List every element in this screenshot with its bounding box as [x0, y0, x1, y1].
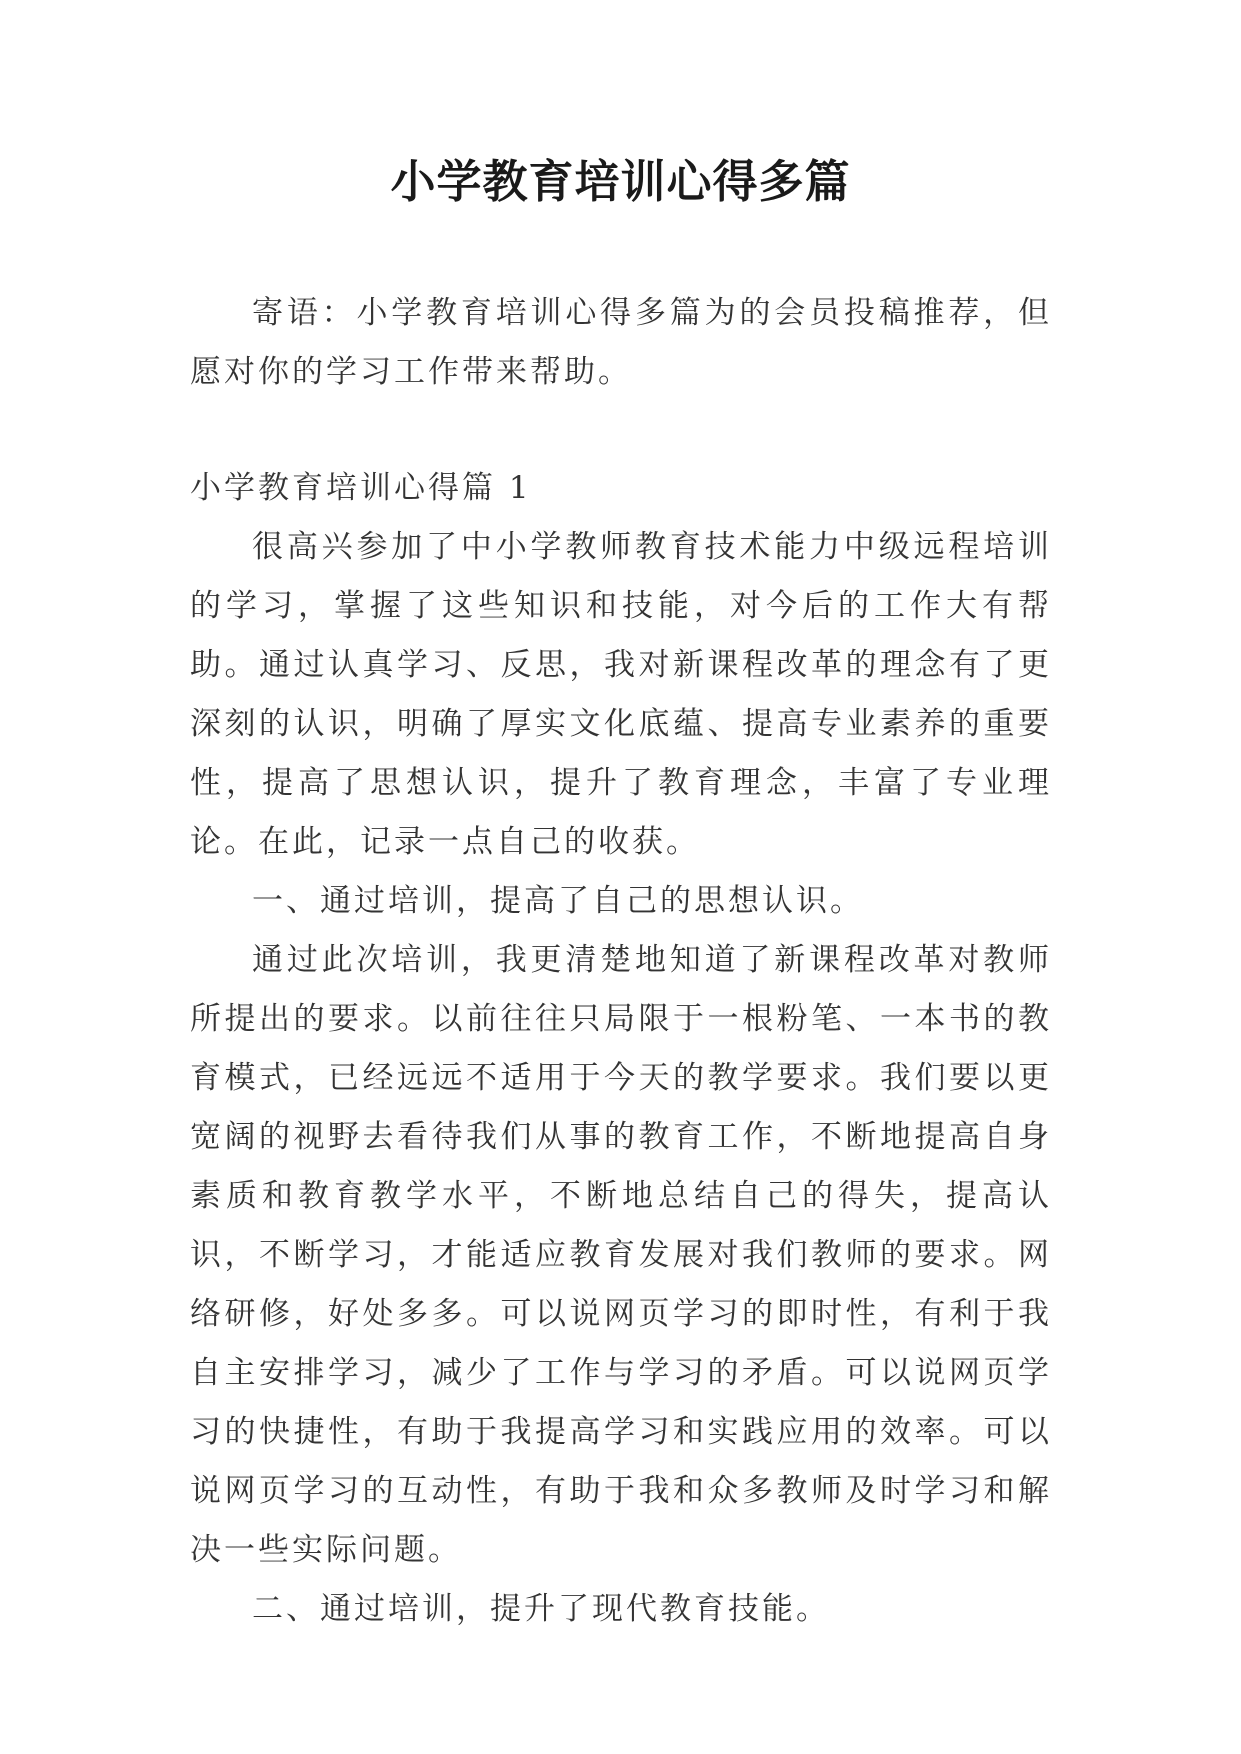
- body-paragraph-training: 通过此次培训，我更清楚地知道了新课程改革对教师所提出的要求。以前往往只局限于一根粉笔、一本书的教育模式，已经远远不适用于今天的教学要求。我们要以更宽阔的视野去看待我们从事的教育工作，不断地提高自身素质和教育教学水平，不断地总结自己的得失，提高认识，不断学习，才能适应教育发展对我们教师的要求。网络研修，好处多多。可以说网页学习的即时性，有利于我自主安排学习，减少了工作与学习的矛盾。可以说网页学习的快捷性，有助于我提高学习和实践应用的效率。可以说网页学习的互动性，有助于我和众多教师及时学习和解决一些实际问题。: [190, 942, 1052, 1568]
- document-title: 小学教育培训心得多篇: [390, 155, 851, 208]
- subheading-two: 二、通过培训，提升了现代教育技能。: [252, 1591, 830, 1627]
- section-title: 小学教育培训心得篇 1: [190, 470, 532, 506]
- preface-paragraph: 寄语：小学教育培训心得多篇为的会员投稿推荐，但愿对你的学习工作带来帮助。: [190, 295, 1052, 390]
- section-content: [190, 459, 1052, 1639]
- preface-block: [190, 284, 1052, 402]
- body-paragraph-intro: 很高兴参加了中小学教师教育技术能力中级远程培训的学习，掌握了这些知识和技能，对今后的工作大有帮助。通过认真学习、反思，我对新课程改革的理念有了更深刻的认识，明确了厚实文化底蕴、提高专业素养的重要性，提高了思想认识，提升了教育理念，丰富了专业理论。在此，记录一点自己的收获。: [190, 529, 1052, 860]
- subheading-one: 一、通过培训，提高了自己的思想认识。: [252, 883, 864, 919]
